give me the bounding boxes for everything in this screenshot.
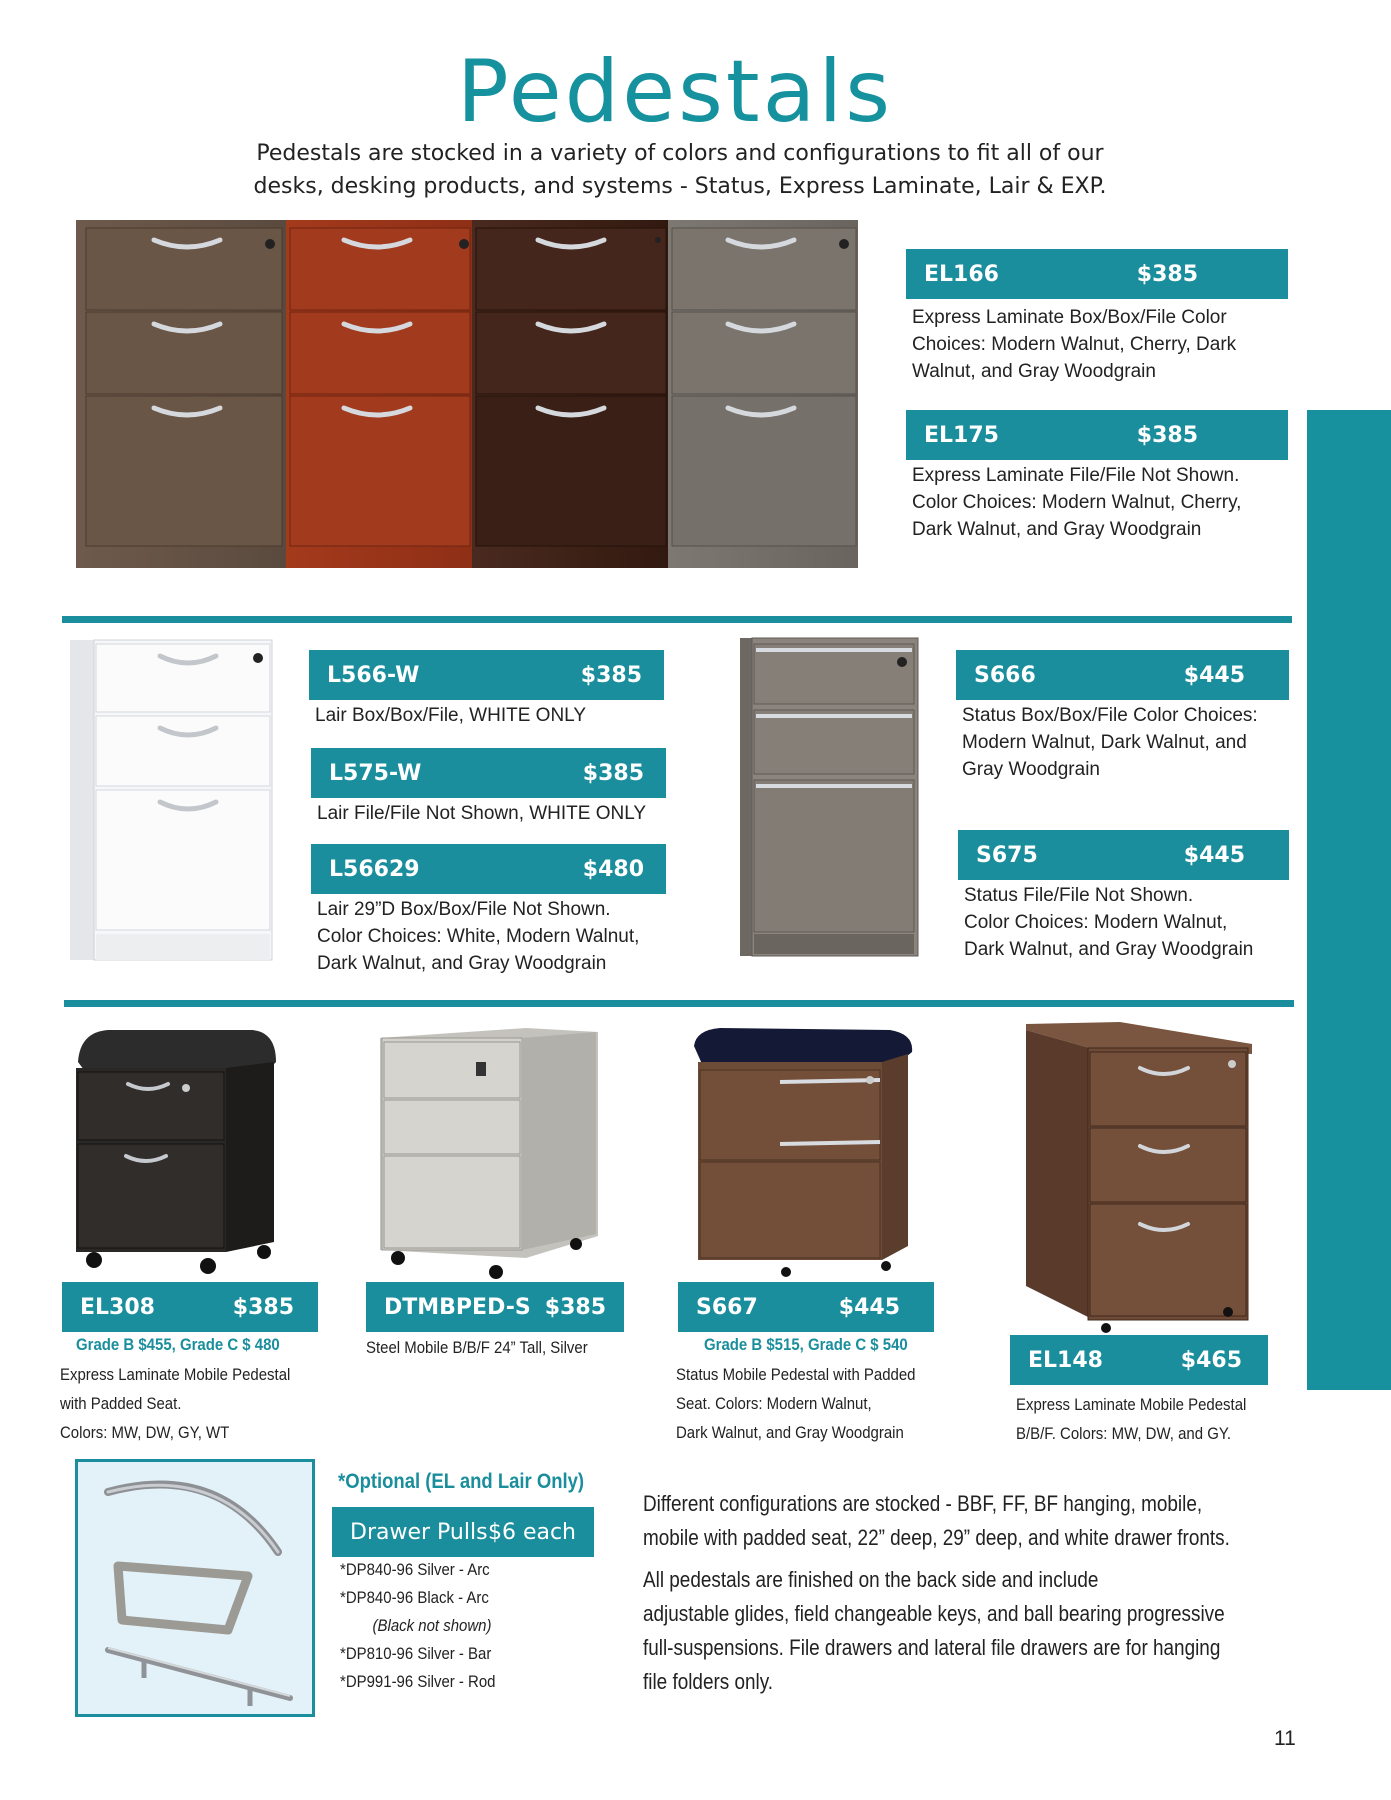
el308-graphic [68,1022,284,1280]
el148-desc-line: B/B/F. Colors: MW, DW, and GY. [1016,1424,1232,1443]
dtmbped-price: $385 [544,1294,606,1320]
dtmbped-image [376,1022,604,1282]
l56629-price: $480 [582,856,644,882]
el148-graphic [1020,1018,1254,1336]
l56629-desc-line: Dark Walnut, and Gray Woodgrain [317,953,607,974]
dtmbped-desc-line: Steel Mobile B/B/F 24” Tall, Silver [366,1338,588,1357]
pull-item-note: (Black not shown) [372,1616,492,1635]
s675-tag [958,830,1289,880]
el175-desc-line: Dark Walnut, and Gray Woodgrain [912,519,1202,540]
drawer-pulls-label: Drawer Pulls [350,1519,488,1545]
section-divider [64,1000,1294,1007]
section-divider [62,616,1292,623]
l575w-price: $385 [582,760,644,786]
s666-desc-line: Modern Walnut, Dark Walnut, and [962,732,1247,753]
el166-description [912,304,1292,385]
l566w-description [315,702,675,729]
side-tab [1307,410,1391,1390]
s667-desc-line: Seat. Colors: Modern Walnut, [676,1394,872,1413]
intro-line-2: desks, desking products, and systems - Status, Express Laminate, Lair & EXP. [253,174,1107,199]
s675-description [964,882,1294,963]
el148-description [1016,1390,1246,1448]
notes-configurations [643,1487,1230,1555]
s675-desc-line: Status File/File Not Shown. [964,885,1194,906]
s667-grade: Grade B $515, Grade C $ 540 [704,1335,908,1354]
drawer-pulls-tag [332,1507,594,1557]
l575w-description [317,800,697,827]
el166-desc-line: Express Laminate Box/Box/File Color [912,307,1227,328]
el308-desc-line: Colors: MW, DW, GY, WT [60,1423,230,1442]
el175-price: $385 [1136,422,1198,448]
l56629-description [317,896,677,977]
pull-item: *DP840-96 Silver - Arc [340,1560,490,1579]
s675-desc-line: Color Choices: Modern Walnut, [964,912,1228,933]
pulls-optional-label: *Optional (EL and Lair Only) [338,1470,585,1493]
el308-desc-line: Express Laminate Mobile Pedestal [60,1365,291,1384]
l566w-code: L566-W [327,662,420,688]
l566w-price: $385 [580,662,642,688]
drawer-pulls-image [75,1459,315,1717]
pedestals-group-image [72,218,862,574]
el148-price: $465 [1180,1347,1242,1373]
status-pedestal-image [734,634,922,960]
el175-desc-line: Express Laminate File/File Not Shown. [912,465,1240,486]
notes-features [643,1563,1225,1699]
s667-description [676,1360,916,1447]
notes-line: adjustable glides, field changeable keys, and ball bearing progressive [643,1601,1225,1626]
pull-item: *DP810-96 Silver - Bar [340,1644,492,1663]
s675-code: S675 [976,842,1038,868]
el166-desc-line: Walnut, and Gray Woodgrain [912,361,1156,382]
l56629-desc-line: Color Choices: White, Modern Walnut, [317,926,640,947]
notes-line: file folders only. [643,1669,774,1694]
el308-code: EL308 [80,1294,155,1320]
el175-tag [906,410,1288,460]
el166-code: EL166 [924,261,999,287]
s666-desc-line: Status Box/Box/File Color Choices: [962,705,1258,726]
el148-image [1020,1018,1254,1336]
el166-price: $385 [1136,261,1198,287]
drawer-pulls-price: $6 each [487,1519,576,1545]
status-pedestal-graphic [734,634,922,960]
s667-desc-line: Dark Walnut, and Gray Woodgrain [676,1423,904,1442]
drawer-pulls-list [340,1556,495,1696]
el308-desc-line: with Padded Seat. [60,1394,182,1413]
s666-price: $445 [1183,662,1245,688]
el308-description [60,1360,290,1447]
s666-tag [956,650,1289,700]
el175-code: EL175 [924,422,999,448]
lair-pedestal-graphic [64,636,278,966]
l566w-tag [309,650,664,700]
dtmbped-code: DTMBPED-S [384,1294,531,1320]
lair-pedestal-image [64,636,278,966]
l56629-desc-line: Lair 29”D Box/Box/File Not Shown. [317,899,611,920]
el166-tag [906,249,1288,299]
el148-code: EL148 [1028,1347,1103,1373]
dtmbped-description [366,1333,588,1362]
notes-line: Different configurations are stocked - BBF, FF, BF hanging, mobile, [643,1491,1203,1516]
el148-tag [1010,1335,1268,1385]
drawer-pulls-graphic [78,1462,312,1714]
el148-desc-line: Express Laminate Mobile Pedestal [1016,1395,1247,1414]
el175-desc-line: Color Choices: Modern Walnut, Cherry, [912,492,1242,513]
pull-item: *DP991-96 Silver - Rod [340,1672,496,1691]
pull-item: *DP840-96 Black - Arc [340,1588,489,1607]
pedestals-group-graphic [72,218,862,574]
s667-desc-line: Status Mobile Pedestal with Padded [676,1365,916,1384]
s667-code: S667 [696,1294,758,1320]
page-title: Pedestals [456,42,894,142]
intro-text [200,137,1160,203]
el175-description [912,462,1292,543]
dtmbped-graphic [376,1022,604,1282]
s666-desc-line: Gray Woodgrain [962,759,1100,780]
s666-code: S666 [974,662,1036,688]
l575w-tag [311,748,666,798]
el166-desc-line: Choices: Modern Walnut, Cherry, Dark [912,334,1237,355]
el308-grade: Grade B $455, Grade C $ 480 [76,1335,280,1354]
l575w-code: L575-W [329,760,422,786]
notes-line: full-suspensions. File drawers and lateral file drawers are for hanging [643,1635,1221,1660]
l56629-tag [311,844,666,894]
intro-line-1: Pedestals are stocked in a variety of colors and configurations to fit all of our [256,141,1104,166]
notes-line: mobile with padded seat, 22” deep, 29” deep, and white drawer fronts. [643,1525,1230,1550]
s667-tag [678,1282,934,1332]
el308-image [68,1022,284,1280]
notes-line: All pedestals are finished on the back side and include [643,1567,1099,1592]
s667-graphic [690,1022,918,1280]
dtmbped-tag [366,1282,624,1332]
s666-description [962,702,1292,783]
page-number: 11 [1274,1727,1296,1750]
s667-price: $445 [838,1294,900,1320]
s667-image [690,1022,918,1280]
l566w-desc-line: Lair Box/Box/File, WHITE ONLY [315,705,586,726]
el308-tag [62,1282,318,1332]
s675-price: $445 [1183,842,1245,868]
l56629-code: L56629 [329,856,420,882]
l575w-desc-line: Lair File/File Not Shown, WHITE ONLY [317,803,647,824]
el308-price: $385 [232,1294,294,1320]
s675-desc-line: Dark Walnut, and Gray Woodgrain [964,939,1254,960]
